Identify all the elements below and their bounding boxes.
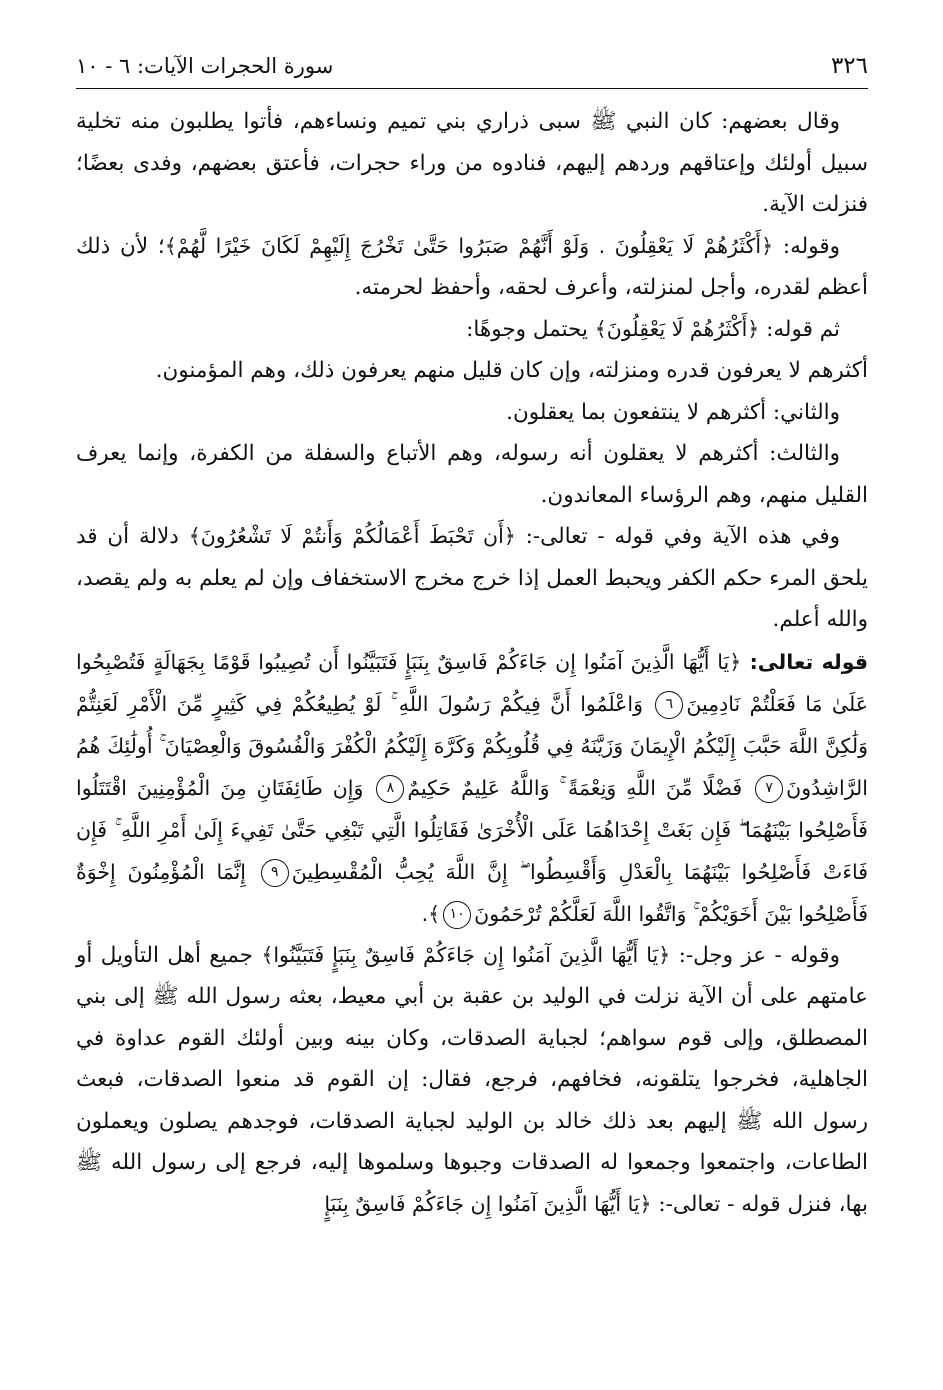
paragraph-text: ؛ لأن ذلك أعظم لقدره، وأجل لمنزلته، وأعرف لحقه، وأحفظ لحرمته.	[76, 233, 868, 300]
verse-text: ﴿يَا أَيُّهَا الَّذِينَ آمَنُوا إِن جَاءَكُمْ فَاسِقٌ بِنَبَإٍ فَتَبَيَّنُوا أَن تُصِيبُوا قَوْمًا بِجَهَالَةٍ فَتُصْبِحُوا عَلَىٰ مَا فَعَلْتُمْ نَادِمِينَ	[76, 649, 868, 716]
book-page	[76, 44, 868, 1225]
paragraph-text: دلالة أن قد يلحق المرء حكم الكفر ويحبط العمل إذا خرج مخرج الاستخفاف وإن لم يعلم به ولم يقصد، والله أعلم.	[76, 524, 868, 632]
quran-quote: ﴿يَا أَيُّهَا الَّذِينَ آمَنُوا إِن جَاءَكُمْ فَاسِقٌ بِنَبَإٍ فَتَبَيَّنُوا﴾	[261, 942, 671, 967]
paragraph	[76, 516, 868, 641]
ayah-number-badge: ٨	[376, 775, 404, 803]
verse-block	[76, 641, 868, 935]
paragraph	[76, 935, 868, 1226]
paragraph-text: وفي هذه الآية وفي قوله - تعالى-:	[515, 524, 840, 549]
verse-text: فَضْلًا مِّنَ اللَّهِ وَنِعْمَةً ۚ وَاللَّهُ عَلِيمٌ حَكِيمٌ	[407, 775, 753, 800]
page-number: ٣٢٦	[830, 53, 868, 79]
paragraph-text: والثاني: أكثرهم لا ينتفعون بما يعقلون.	[506, 399, 840, 425]
paragraph-text: والثالث: أكثرهم لا يعقلون أنه رسوله، وهم الأتباع والسفلة من الكفرة، وإنما يعرف القليل منهم، وهم الرؤساء المعاندون.	[76, 441, 868, 508]
paragraph-text: جميع أهل التأويل أو عامتهم على أن الآية نزلت في الوليد بن عقبة بن أبي معيط، بعثه رسول الله ﷺ إلى بني المصطلق، وإلى قوم سواهم؛ لجباية الصدقات، وكان بينه وبين أولئك القوم عداوة في الجاهلية، فخرجوا يتلقونه، فخافهم، فرجع، فقال: إن القوم قد منعوا الصدقات، فبعث رسول الله ﷺ إليهم بعد ذلك خالد بن الوليد لجباية الصدقات، فوجدهم يصلون ويعملون الطاعات، واجتمعوا وجمعوا له الصدقات وجبوها وسلموها إليه، فرجع إلى رسول الله ﷺ بها، فنزل قوله - تعالى-:	[76, 942, 868, 1217]
quran-quote: ﴿أَكْثَرُهُمْ لَا يَعْقِلُونَ . وَلَوْ أَنَّهُمْ صَبَرُوا حَتَّىٰ تَخْرُجَ إِلَيْهِمْ لَكَانَ خَيْرًا لَّهُمْ﴾	[164, 233, 774, 258]
running-title: سورة الحجرات الآيات: ٦ - ١٠	[76, 54, 334, 78]
ayah-number-badge: ١٠	[443, 901, 471, 929]
ayah-number-badge: ٧	[755, 775, 783, 803]
paragraph	[76, 433, 868, 516]
paragraph-text: وقوله:	[773, 233, 840, 259]
paragraph-text: ثم قوله:	[759, 316, 840, 342]
verse-text: إِنَّمَا الْمُؤْمِنُونَ إِخْوَةٌ فَأَصْلِحُوا بَيْنَ أَخَوَيْكُمْ ۚ وَاتَّقُوا اللَّهَ لَعَلَّكُمْ تُرْحَمُونَ	[76, 859, 868, 926]
quran-quote: ﴿أَن تَحْبَطَ أَعْمَالُكُمْ وَأَنتُمْ لَا تَشْعُرُونَ﴾	[188, 524, 516, 548]
verse-text: وَإِن طَائِفَتَانِ مِنَ الْمُؤْمِنِينَ اقْتَتَلُوا فَأَصْلِحُوا بَيْنَهُمَا ۖ فَإِن بَغَتْ إِحْدَاهُمَا عَلَى الْأُخْرَىٰ فَقَاتِلُوا الَّتِي تَبْغِي حَتَّىٰ تَفِيءَ إِلَىٰ أَمْرِ اللَّهِ ۚ فَإِن فَاءَتْ فَأَصْلِحُوا بَيْنَهُمَا بِالْعَدْلِ وَأَقْسِطُوا ۖ إِنَّ اللَّهَ يُحِبُّ الْمُقْسِطِينَ	[76, 775, 868, 884]
paragraph-text: وقوله - عز وجل-:	[670, 942, 840, 968]
quran-quote: ﴿أَكْثَرُهُمْ لَا يَعْقِلُونَ﴾	[594, 316, 760, 341]
quran-quote: ﴿يَا أَيُّهَا الَّذِينَ آمَنُوا إِن جَاءَكُمْ فَاسِقٌ بِنَبَإٍ	[324, 1191, 652, 1216]
ayah-number-badge: ٦	[655, 691, 683, 719]
paragraph-text: أكثرهم لا يعرفون قدره ومنزلته، وإن كان قليل منهم يعرفون ذلك، وهم المؤمنون.	[155, 358, 868, 383]
paragraph-text: يحتمل وجوهًا:	[466, 316, 595, 342]
verse-lead: قوله تعالى:	[741, 649, 868, 674]
ayah-number-badge: ٩	[261, 859, 289, 887]
verse-close: ﴾.	[421, 901, 441, 926]
paragraph	[76, 101, 868, 226]
page-header	[76, 44, 868, 89]
paragraph	[76, 350, 868, 392]
verse-text: وَاعْلَمُوا أَنَّ فِيكُمْ رَسُولَ اللَّهِ ۚ لَوْ يُطِيعُكُمْ فِي كَثِيرٍ مِّنَ الْأَمْرِ لَعَنِتُّمْ وَلَٰكِنَّ اللَّهَ حَبَّبَ إِلَيْكُمُ الْإِيمَانَ وَزَيَّنَهُ فِي قُلُوبِكُمْ وَكَرَّهَ إِلَيْكُمُ الْكُفْرَ وَالْفُسُوقَ وَالْعِصْيَانَ ۚ أُولَٰئِكَ هُمُ الرَّاشِدُونَ	[76, 691, 868, 800]
page-body	[76, 101, 868, 1225]
paragraph	[76, 309, 868, 351]
paragraph	[76, 392, 868, 434]
paragraph	[76, 226, 868, 309]
paragraph-text: وقال بعضهم: كان النبي ﷺ سبى ذراري بني تميم ونساءهم، فأتوا يطلبون منه تخلية سبيل أولئك وإعتاقهم وردهم إليهم، فنادوه من وراء حجرات، فأعتق بعضهم، وفدى بعضًا؛ فنزلت الآية.	[76, 109, 868, 217]
